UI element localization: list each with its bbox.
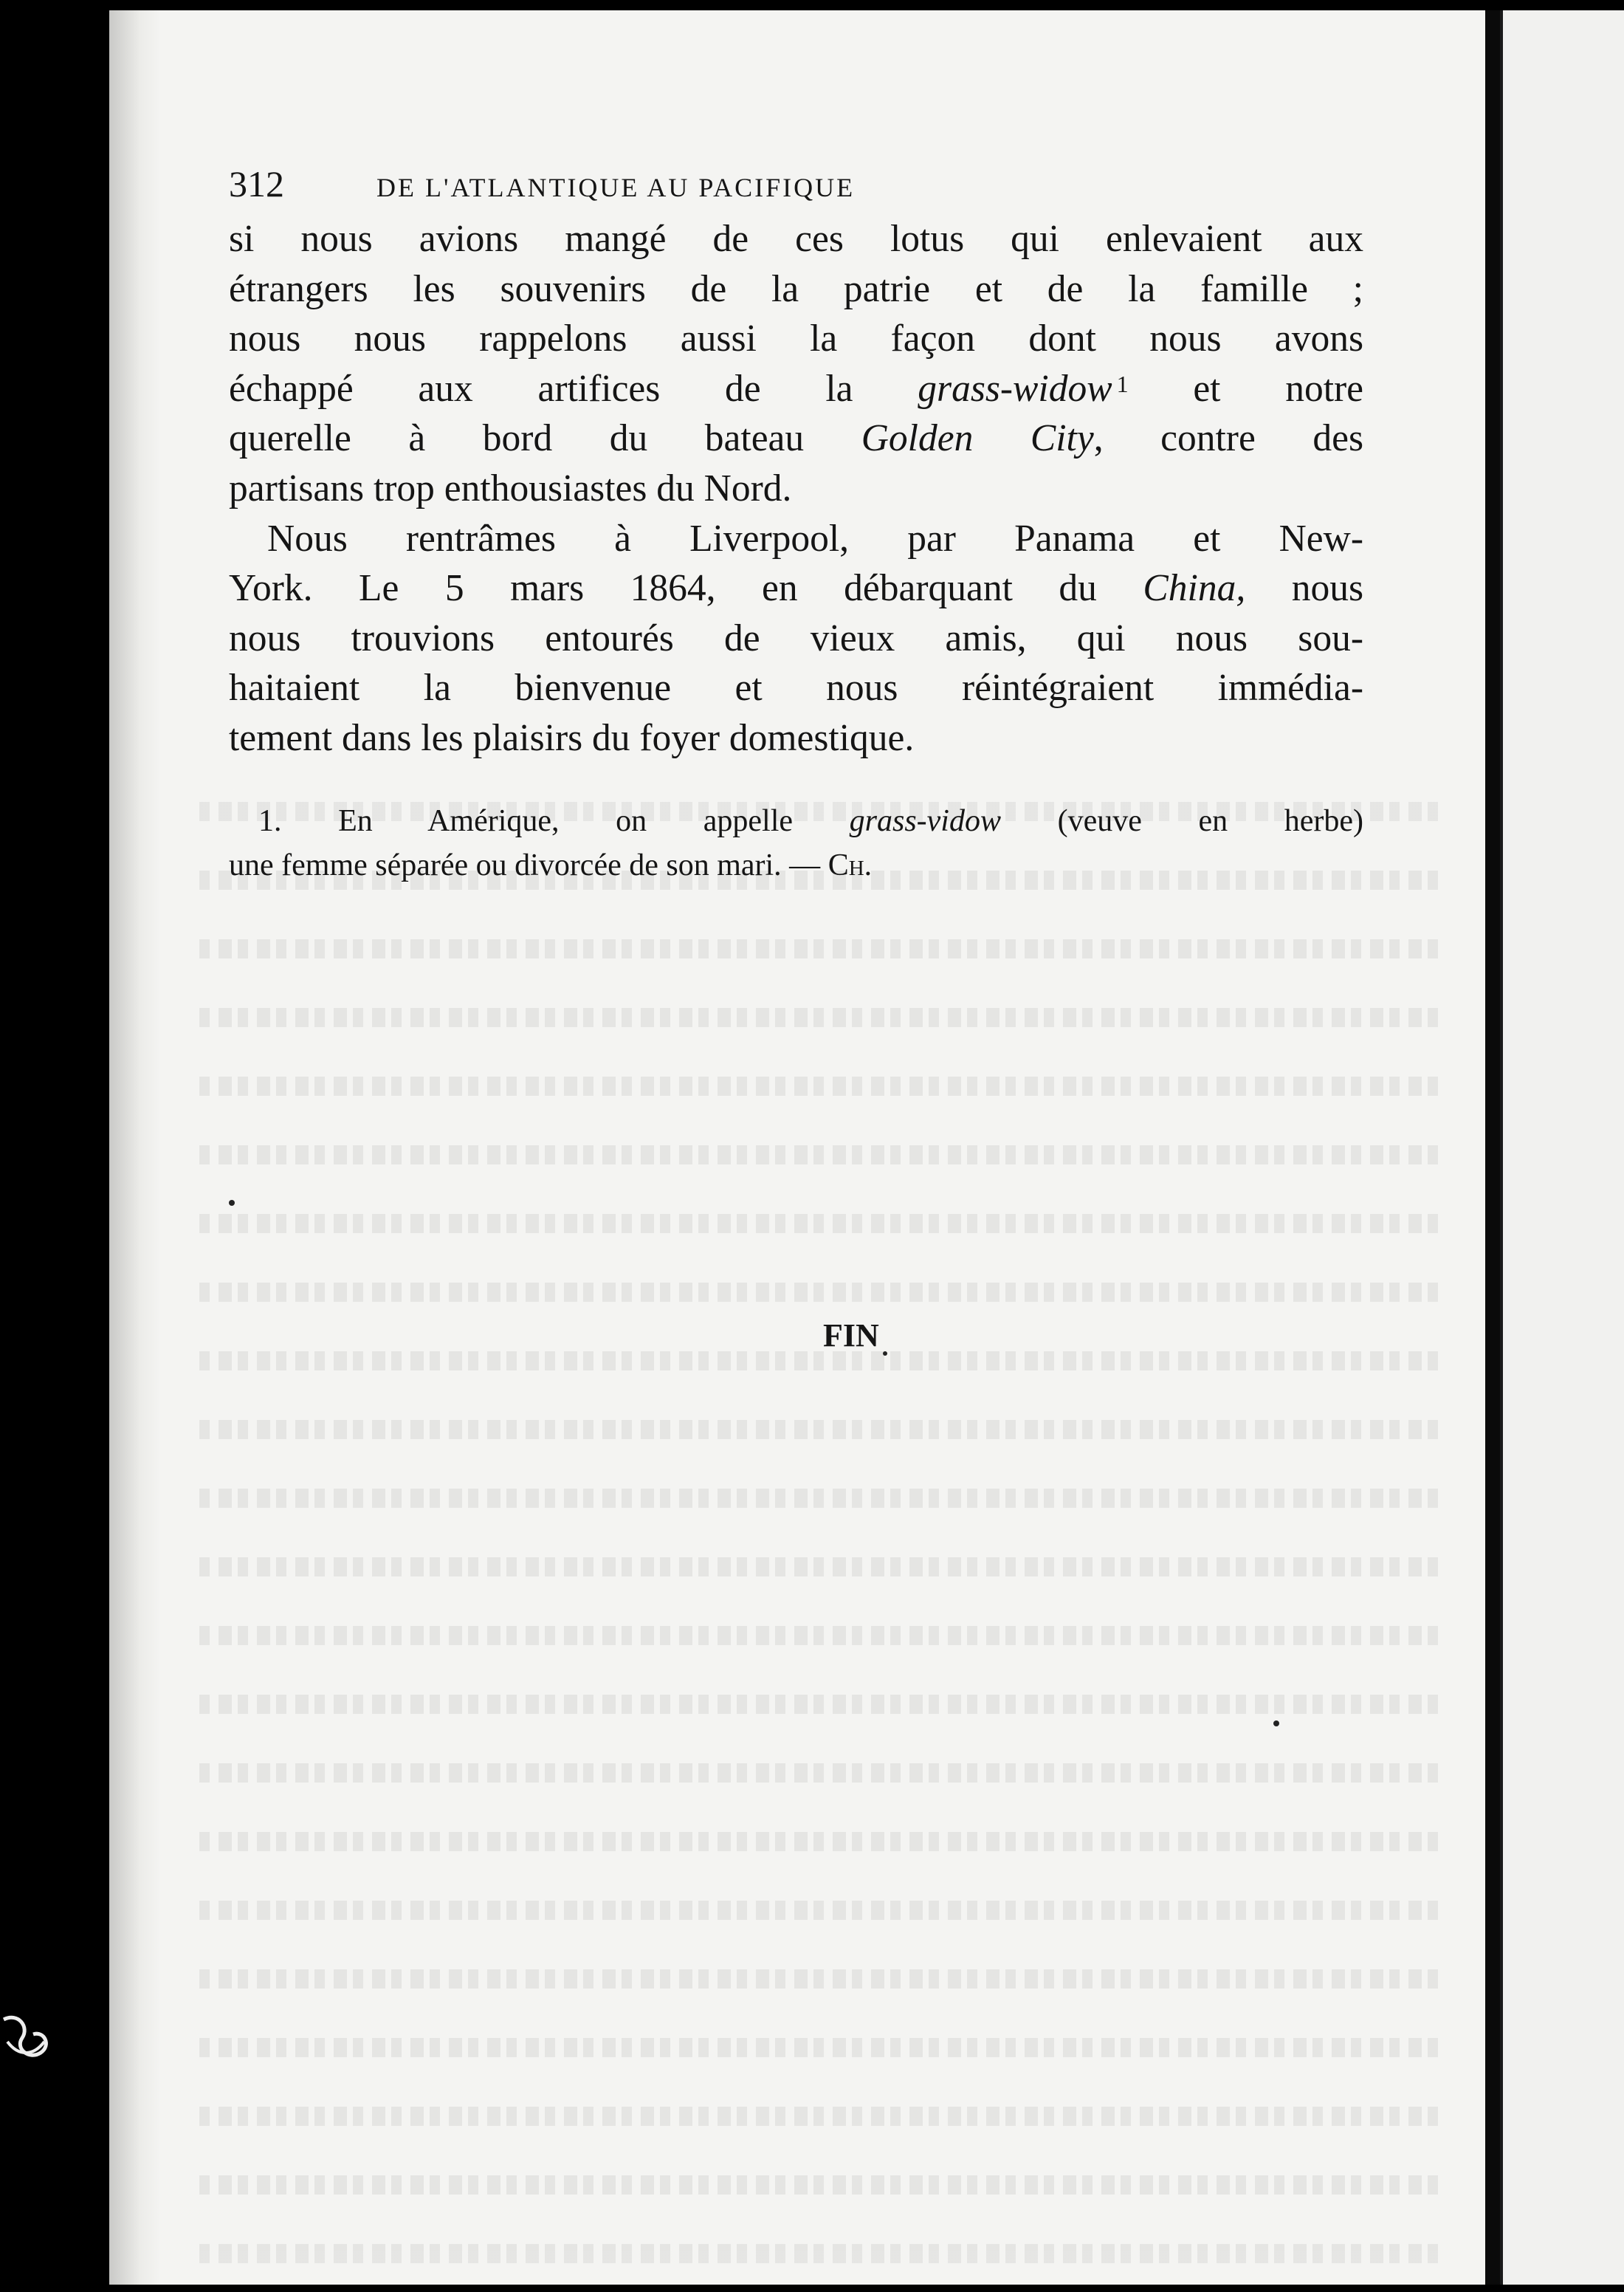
running-title: DE L'ATLANTIQUE AU PACIFIQUE xyxy=(376,173,856,202)
paragraph-1 xyxy=(229,214,1363,514)
ink-speck xyxy=(229,1200,235,1206)
paragraph-2 xyxy=(229,514,1363,764)
binding-thread-mark xyxy=(0,2012,66,2064)
text-line: échappé aux artifices de la grass-widow $^1$ et notre xyxy=(229,367,1364,410)
text-line: tement dans les plaisirs du foyer domestique. xyxy=(229,716,915,759)
text-line: haitaient la bienvenue et nous réintégraient immédia- xyxy=(229,667,1363,710)
footnote xyxy=(229,799,1363,888)
ink-speck xyxy=(1273,1720,1279,1726)
text-line: querelle à bord du bateau Golden City, contre des xyxy=(229,417,1363,460)
text-line: étrangers les souvenirs de la patrie et de la famille ; xyxy=(229,267,1363,310)
footnote-line: une femme séparée ou divorcée de son mari. — Ch. xyxy=(229,848,873,882)
ship-name: China, xyxy=(1143,567,1246,610)
text-line: partisans trop enthousiastes du Nord. xyxy=(229,467,792,509)
ship-name: Golden City xyxy=(861,417,1094,460)
text-line: nous trouvions entourés de vieux amis, qui nous sou- xyxy=(229,617,1363,659)
page-gutter xyxy=(1485,10,1500,2285)
text-line: si nous avions mangé de ces lotus qui enlevaient aux xyxy=(229,218,1363,260)
footnote-signature: Ch. xyxy=(828,848,873,882)
page-number: 312 xyxy=(229,163,284,205)
facing-page-edge xyxy=(1500,10,1624,2285)
footnote-marker: 1. xyxy=(258,803,282,838)
footnote-term: grass-vidow xyxy=(849,803,1001,838)
end-mark: FIN xyxy=(823,1317,879,1353)
italic-term: grass-widow xyxy=(918,367,1112,410)
page-text xyxy=(229,140,1363,888)
text-line: Nous rentrâmes à Liverpool, par Panama et New- xyxy=(267,517,1363,560)
footnote-ref: 1 xyxy=(1116,370,1129,397)
text-line: York. Le 5 mars 1864, en débarquant du China, nous xyxy=(229,567,1364,610)
ink-speck xyxy=(883,1351,887,1356)
footnote-line: 1. En Amérique, on appelle grass-vidow (veuve en herbe) xyxy=(258,803,1364,838)
running-header xyxy=(229,162,1363,214)
text-line: nous nous rappelons aussi la façon dont nous avons xyxy=(229,318,1363,360)
